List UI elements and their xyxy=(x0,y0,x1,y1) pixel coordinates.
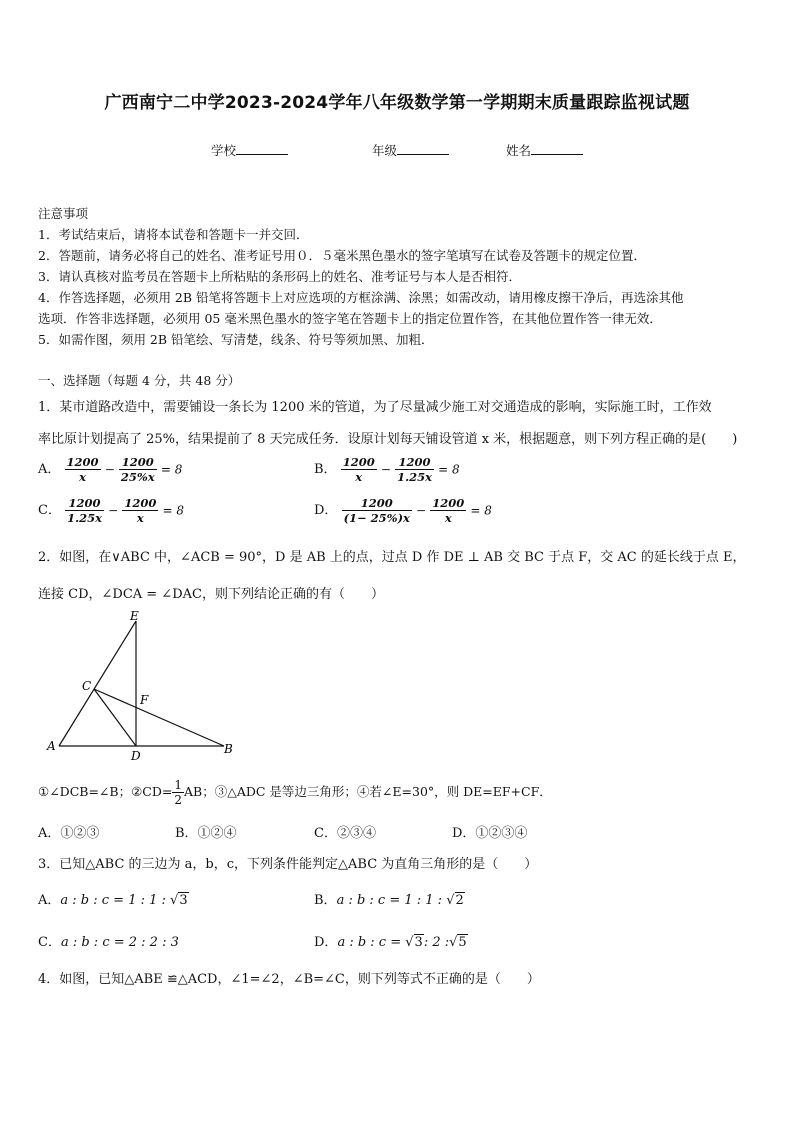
section-heading: 一、选择题（每题 4 分，共 48 分） xyxy=(38,373,241,388)
notice-item: 1．考试结束后，请将本试卷和答题卡一并交回． xyxy=(38,227,309,242)
name-label: 姓名 xyxy=(506,143,532,158)
notice-item: 4．作答选择题，必须用 2B 铅笔将答题卡上对应选项的方框涂满、涂黑；如需改动，请用橡皮擦干净后，再选涂其他 xyxy=(38,290,684,305)
option-label: B． xyxy=(314,462,337,477)
fraction: $\frac{1200}{1.25x}$ xyxy=(67,496,102,525)
option-label: A． xyxy=(38,462,61,477)
q3-option-a[interactable]: A．a : b : c = 1 : 1 : √3 xyxy=(38,893,188,908)
notice-item: 2．答题前，请务必将自己的姓名、准考证号用０．５毫米黑色墨水的签字笔填写在试卷及答题卡的规定位置． xyxy=(38,248,646,263)
q1-option-d[interactable]: D． $\frac{1200}{(1- 25\%)x}$ − $\frac{1200}{x}$ = 8 xyxy=(314,496,492,525)
name-field xyxy=(506,141,583,159)
q2-option-c[interactable]: C．②③④ xyxy=(314,826,376,841)
fraction: $\frac{1200}{1.25x}$ xyxy=(397,455,432,484)
sqrt: √5 xyxy=(449,935,467,950)
q2-option-b[interactable]: B．①②④ xyxy=(175,826,237,841)
q2-stem-line1: 2．如图，在∨ABC 中，∠ACB = 90°，D 是 AB 上的点，过点 D 作 DE ⊥ AB 交 BC 于点 F，交 AC 的延长线于点 E， xyxy=(38,550,746,565)
grade-field xyxy=(372,141,449,159)
fraction: $\frac{1200}{x}$ xyxy=(124,496,157,525)
notice-heading: 注意事项 xyxy=(38,206,89,221)
grade-blank xyxy=(397,142,449,155)
label-a: A xyxy=(47,739,56,753)
q3-option-b[interactable]: B．a : b : c = 1 : 1 : √2 xyxy=(314,893,464,908)
q3-stem: 3．已知△ABC 的三边为 a，b，c，下列条件能判定△ABC 为直角三角形的是（ ） xyxy=(38,857,538,872)
segment-cd xyxy=(94,689,136,746)
page-title: 广西南宁二中学2023-2024学年八年级数学第一学期期末质量跟踪监视试题 xyxy=(104,93,690,113)
fraction: $\frac{1200}{x}$ xyxy=(66,455,99,484)
q3-option-c[interactable]: C．a : b : c = 2 : 2 : 3 xyxy=(38,935,179,950)
label-b: B xyxy=(224,742,233,756)
sqrt: √3 xyxy=(170,893,188,908)
label-e: E xyxy=(130,609,139,623)
notice-item: 5．如需作图，须用 2B 铅笔绘、写清楚，线条、符号等须加黑、加粗． xyxy=(38,332,434,347)
q2-statements: ①∠DCB=∠B；②CD= $\frac{1}{2}$ AB；③△ADC 是等边三角形；④若∠E=30°，则 DE=EF+CF． xyxy=(38,778,552,807)
fraction: $\frac{1200}{25\%x}$ xyxy=(120,455,155,484)
segment-cb xyxy=(94,689,224,746)
name-blank xyxy=(531,142,583,155)
label-f: F xyxy=(140,693,149,707)
notice-item: 3．请认真核对监考员在答题卡上所粘贴的条形码上的姓名、准考证号与本人是否相符． xyxy=(38,269,521,284)
q2-option-d[interactable]: D．①②③④ xyxy=(452,826,528,841)
q1-option-b[interactable]: B． $\frac{1200}{x}$ − $\frac{1200}{1.25x}$ = 8 xyxy=(314,455,460,484)
label-d: D xyxy=(131,749,141,763)
fraction: $\frac{1200}{(1- 25\%)x}$ xyxy=(343,496,410,525)
sqrt: √2 xyxy=(446,893,464,908)
fraction: $\frac{1200}{x}$ xyxy=(342,455,375,484)
grade-label: 年级 xyxy=(372,143,398,158)
option-label: D． xyxy=(314,503,338,518)
q3-option-d[interactable]: D．a : b : c = √3: 2 :√5 xyxy=(314,935,467,950)
fraction: $\frac{1200}{x}$ xyxy=(432,496,465,525)
school-label: 学校 xyxy=(211,143,237,158)
sqrt: √3 xyxy=(405,935,423,950)
q2-stem-line2: 连接 CD，∠DCA = ∠DAC，则下列结论正确的有（ ） xyxy=(38,587,384,602)
triangle-figure xyxy=(38,608,248,768)
school-blank xyxy=(236,142,288,155)
option-label: C． xyxy=(38,503,61,518)
q2-option-a[interactable]: A．①②③ xyxy=(38,826,100,841)
q1-stem-line1: 1．某市道路改造中，需要铺设一条长为 1200 米的管道，为了尽量减少施工对交通造成的影响，实际施工时，工作效 xyxy=(38,400,712,415)
q4-stem: 4．如图，已知△ABE ≌△ACD，∠1=∠2，∠B=∠C，则下列等式不正确的是（ ） xyxy=(38,972,540,987)
fraction-half: $\frac{1}{2}$ xyxy=(174,778,182,807)
segment-ae xyxy=(59,621,136,746)
label-c: C xyxy=(82,679,92,693)
q1-option-a[interactable]: A． $\frac{1200}{x}$ − $\frac{1200}{25\%x}$ = 8 xyxy=(38,455,183,484)
q1-stem-line2: 率比原计划提高了 25%，结果提前了 8 天完成任务．设原计划每天铺设管道 x 米，根据题意，则下列方程正确的是( ) xyxy=(38,432,738,447)
school-field xyxy=(211,141,288,159)
q1-option-c[interactable]: C． $\frac{1200}{1.25x}$ − $\frac{1200}{x}$ = 8 xyxy=(38,496,184,525)
notice-item: 选项．作答非选择题，必须用 05 毫米黑色墨水的签字笔在答题卡上的指定位置作答，在其他位置作答一律无效． xyxy=(38,311,662,326)
